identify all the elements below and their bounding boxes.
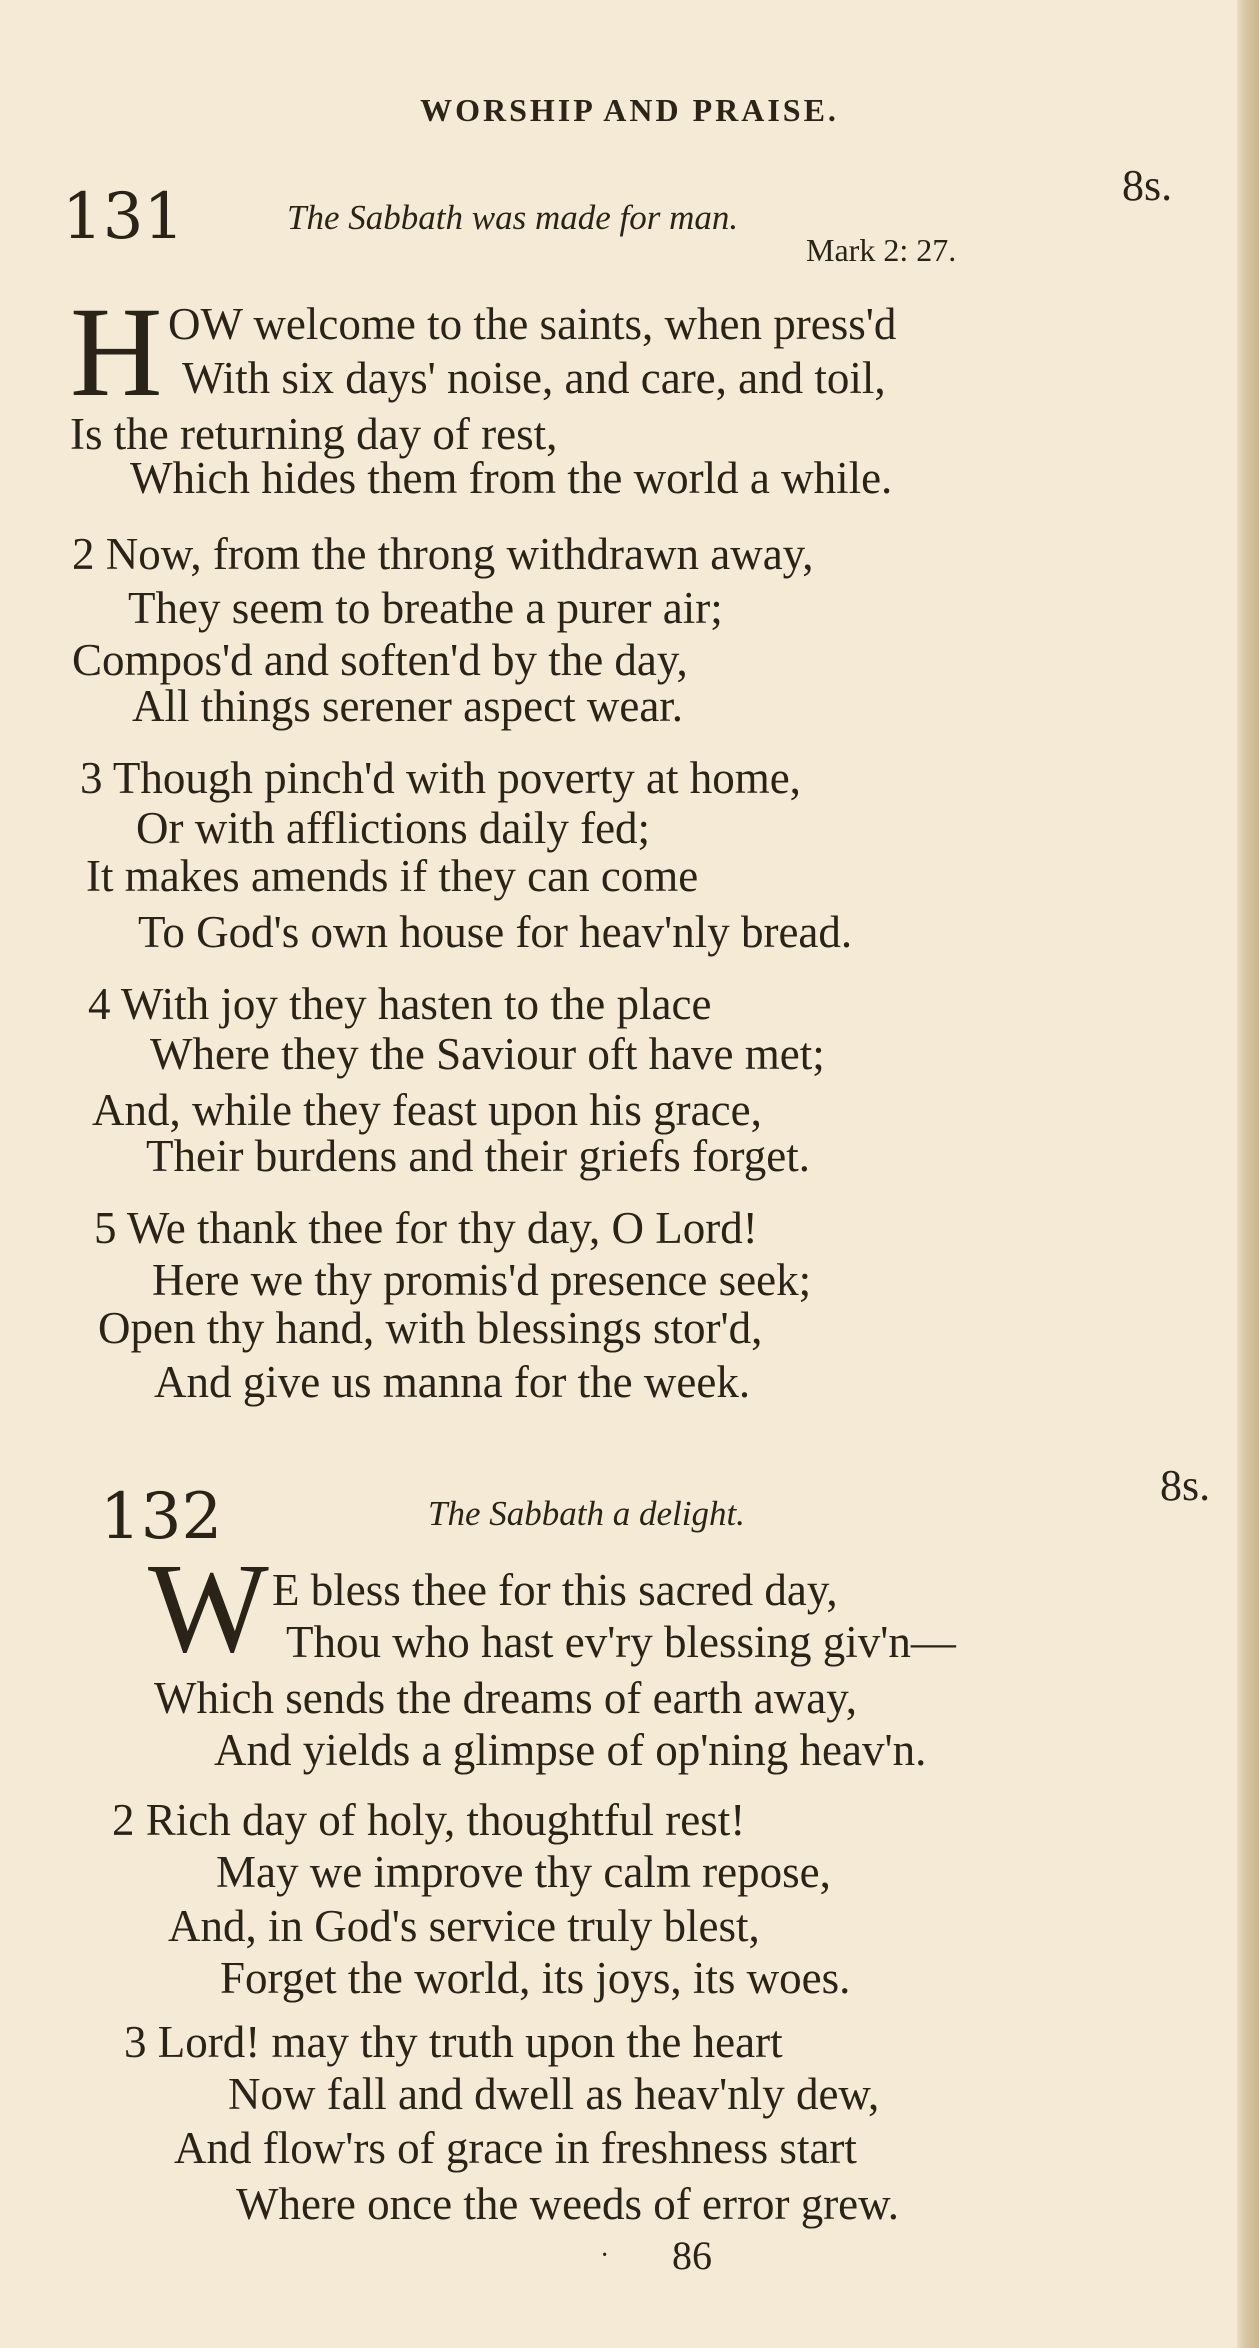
running-head: WORSHIP AND PRAISE.: [420, 92, 839, 128]
verse-line: It makes amends if they can come: [86, 851, 699, 901]
drop-cap: H: [70, 281, 163, 423]
verse-line: May we improve thy calm repose,: [216, 1847, 831, 1897]
hymn-number: 132: [100, 1480, 223, 1554]
verse-line: 2 Rich day of holy, thoughtful rest!: [112, 1795, 746, 1845]
verse-line: And yields a glimpse of op'ning heav'n.: [214, 1725, 927, 1775]
verse-line: Which sends the dreams of earth away,: [154, 1673, 858, 1723]
separator-dot: ·: [600, 2240, 610, 2271]
drop-cap: W: [148, 1537, 269, 1679]
hymn-title: The Sabbath was made for man.: [287, 198, 739, 237]
verse-line: Or with afflictions daily fed;: [136, 803, 651, 853]
page-number: 86: [672, 2233, 712, 2278]
verse-line: Now fall and dwell as heav'nly dew,: [228, 2069, 880, 2119]
page-edge: [1237, 0, 1259, 2348]
verse-line: And, while they feast upon his grace,: [92, 1085, 762, 1135]
verse-line: OW welcome to the saints, when press'd: [168, 299, 897, 349]
hymn-meter: 8s.: [1160, 1461, 1211, 1510]
verse-line: 2 Now, from the throng withdrawn away,: [72, 529, 814, 579]
verse-line: To God's own house for heav'nly bread.: [138, 907, 853, 957]
scripture-reference: Mark 2: 27.: [806, 232, 957, 268]
hymn-title: The Sabbath a delight.: [428, 1494, 745, 1533]
verse-line: And give us manna for the week.: [154, 1357, 751, 1407]
verse-line: With six days' noise, and care, and toil,: [182, 353, 886, 403]
hymn-number: 131: [62, 180, 185, 254]
verse-line: 5 We thank thee for thy day, O Lord!: [94, 1203, 758, 1253]
verse-line: Where they the Saviour oft have met;: [150, 1029, 825, 1079]
verse-line: 3 Though pinch'd with poverty at home,: [80, 753, 801, 803]
verse-line: Thou who hast ev'ry blessing giv'n—: [286, 1617, 956, 1667]
verse-line: Forget the world, its joys, its woes.: [220, 1953, 851, 2003]
verse-line: All things serener aspect wear.: [132, 681, 684, 731]
verse-line: 4 With joy they hasten to the place: [88, 979, 712, 1029]
verse-line: Here we thy promis'd presence seek;: [152, 1255, 812, 1305]
verse-line: And, in God's service truly blest,: [168, 1901, 760, 1951]
hymn-meter: 8s.: [1122, 161, 1173, 210]
verse-line: And flow'rs of grace in freshness start: [174, 2123, 857, 2173]
verse-line: 3 Lord! may thy truth upon the heart: [124, 2017, 783, 2067]
verse-line: Open thy hand, with blessings stor'd,: [98, 1303, 763, 1353]
verse-line: Compos'd and soften'd by the day,: [72, 635, 688, 685]
verse-line: Is the returning day of rest,: [70, 409, 558, 459]
verse-line: Where once the weeds of error grew.: [236, 2179, 899, 2229]
verse-line: Which hides them from the world a while.: [130, 453, 893, 503]
verse-line: They seem to breathe a purer air;: [128, 583, 723, 633]
verse-line: E bless thee for this sacred day,: [272, 1565, 838, 1615]
verse-line: Their burdens and their griefs forget.: [146, 1131, 810, 1181]
